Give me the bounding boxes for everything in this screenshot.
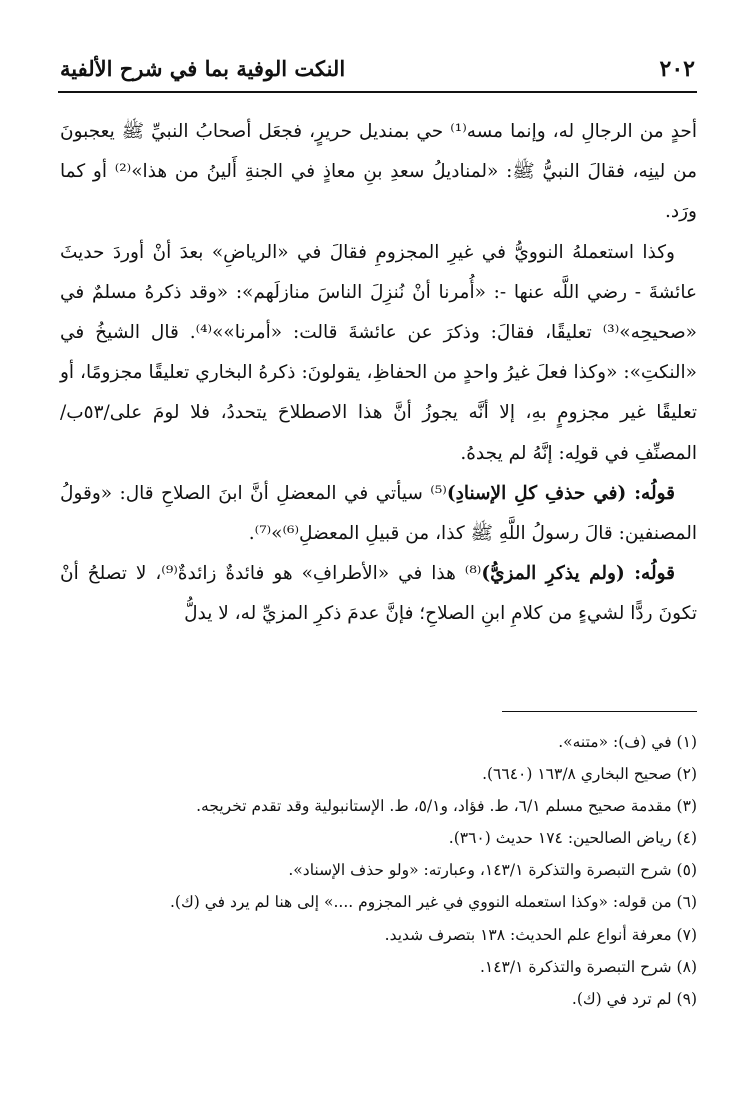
footnote-6: (٦) من قوله: «وكذا استعمله النووي في غير المجزوم ....» إلى هنا لم يرد في (ك). [169,893,697,912]
paragraph-3-lemma: قولُه: (في حذفِ كلِ الإسنادِ) [446,482,675,504]
main-text [60,112,697,635]
paragraph-3-text: ⁽⁵⁾ سيأتي في المعضلِ أنَّ ابنَ الصلاحِ قال: «وقولُ المصنفين: قالَ رسولُ اللَّهِ ﷺ كذا، من قبيلِ المعضلِ⁽⁶⁾»⁽⁷⁾. [60,482,697,545]
footnotes [60,726,697,1015]
footnote-8: (٨) شرح التبصرة والتذكرة ١٤٣/١. [479,957,697,976]
paragraph-4-text: ⁽⁸⁾ هذا في «الأطرافِ» هو فائدةٌ زائدةٌ⁽⁹⁾، لا تصلحُ أنْ تكونَ ردًّا لشيءٍ من كلامِ ابنِ الصلاحِ؛ فإنَّ عدمَ ذكرِ المزيِّ له، لا يدلُّ [60,563,697,625]
paragraph-1: أحدٍ من الرجالِ له، وإنما مسه⁽¹⁾ حي بمنديل حريرٍ، فجعَل أصحابُ النبيِّ ﷺ يعجبونَ من لينِه، فقالَ النبيُّ ﷺ: «لمناديلُ سعدِ بنِ معاذٍ في الجنةِ أَلينُ من هذا»⁽²⁾ أو كما ورَد. [60,121,697,223]
header-rule [58,91,697,93]
footnote-3: (٣) مقدمة صحيح مسلم ٦/١، ط. فؤاد، و٥/١، ط. الإستانبولية وقد تقدم تخريجه. [196,797,697,816]
footnote-1: (١) في (ف): «متنه». [558,733,697,751]
footnote-rule [502,711,697,712]
paragraph-4 [60,554,697,634]
paragraph-4-lemma: قولُه: (ولم يذكرِ المزيُّ) [481,563,675,585]
page-number: ٢٠٢ [659,56,695,82]
paragraph-2: وكذا استعملهُ النوويُّ في غيرِ المجزومِ فقالَ في «الرياضِ» بعدَ أنْ أوردَ حديثَ عائشةَ - رضي اللَّه عنها -: «أُمرنا أنْ نُنزِلَ الناسَ منازلَهم»: «وقد ذكرهُ مسلمٌ في «صحيحِه»⁽³⁾ تعليقًا، فقالَ: وذكرَ عن عائشةَ قالت: «أمرنا»»⁽⁴⁾. قال الشيخُ في «النكتِ»: «وكذا فعلَ غيرُ واحدٍ من الحفاظِ، يقولونَ: ذكرهُ البخاري تعليقًا مجزومًا، أو تعليقًا غير مجزومٍ بهِ، إلا أنَّه يجوزُ أنَّ هذا الاصطلاحَ يتحددُ، فلا لومَ على/٥٣ب/ المصنِّفِ في قولِه: إنَّهُ لم يجدهُ. [60,241,697,464]
page-header [60,56,695,88]
running-title: النكت الوفية بما في شرح الألفية [60,56,346,81]
footnote-5: (٥) شرح التبصرة والتذكرة ١٤٣/١، وعبارته: «ولو حذف الإسناد». [288,861,697,880]
footnote-2: (٢) صحيح البخاري ١٦٣/٨ (٦٦٤٠). [482,765,697,784]
footnote-9: (٩) لم ترد في (ك). [571,989,697,1008]
footnote-7: (٧) معرفة أنواع علم الحديث: ١٣٨ بتصرف شديد. [384,925,697,944]
paragraph-3 [60,474,697,554]
footnote-4: (٤) رياض الصالحين: ١٧٤ حديث (٣٦٠). [448,829,697,848]
